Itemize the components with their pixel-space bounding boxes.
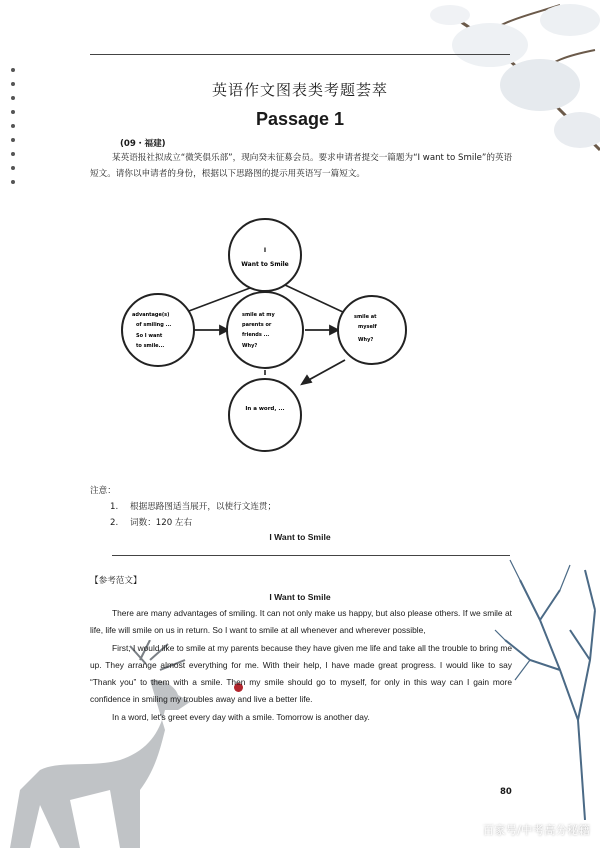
answer-line — [112, 555, 510, 556]
node-middle-item: parents or — [242, 322, 272, 328]
note-number: 2. — [110, 518, 119, 528]
arrow-right-to-bottom — [305, 360, 345, 382]
note-item — [110, 500, 276, 512]
notes-label: 注意： — [90, 486, 116, 496]
note-text: 根据思路图适当展开，以使行文连贯； — [130, 502, 277, 512]
node-middle-item: friends ... — [242, 332, 270, 338]
essay-paragraph: First, I would like to smile at my parents because they have given me life and take all the trouble to bring me up. They arrange almost everything for me. With their help, I have made great progress. I would like to say “Thank you” to them with a smile. Then my smile should go to myself, for only in this way can I gain more confidence in smiling my troubles away and live a better life. — [90, 642, 512, 705]
node-middle-item: Why? — [242, 343, 258, 349]
top-divider — [90, 54, 510, 55]
node-left-item: So I want — [136, 333, 163, 339]
node-bottom-text: In a word, ... — [245, 406, 285, 412]
note-item — [110, 516, 192, 528]
reference-title: I Want to Smile — [269, 592, 331, 602]
reference-label: 【参考范文】 — [90, 576, 142, 586]
node-left-item: to smile... — [136, 343, 165, 349]
task-title: I Want to Smile — [269, 532, 331, 542]
node-top-line2: Want to Smile — [241, 261, 289, 268]
node-right-item: smile at — [354, 314, 377, 320]
note-number: 1. — [110, 502, 119, 512]
node-bottom — [229, 379, 301, 451]
prompt-source: (09・福建) — [120, 139, 166, 149]
essay-paragraph: There are many advantages of smiling. It can not only make us happy, but also please others. If we smile at life, life will smile on us in return. So I want to smile at all whenever and wherever possible, — [90, 608, 512, 636]
node-top — [229, 219, 301, 291]
essay-paragraph: In a word, let's greet every day with a smile. Tomorrow is another day. — [112, 711, 370, 722]
node-middle — [227, 292, 303, 368]
page-number: 80 — [500, 787, 512, 797]
node-left — [122, 294, 194, 366]
node-right-item: myself — [358, 324, 377, 330]
node-middle-item: smile at my — [242, 312, 275, 318]
node-right-item: Why? — [358, 337, 374, 343]
page-title-cn: 英语作文图表类考题荟萃 — [211, 81, 388, 99]
node-right — [338, 296, 406, 364]
note-text: 词数：120 左右 — [130, 518, 193, 528]
node-left-item: advantage(s) — [132, 312, 170, 318]
prompt-text: 某英语报社拟成立“微笑俱乐部”，现向癸未征募会员。要求申请者提交一篇题为“I want to Smile”的英语短文。请你以申请者的身份，根据以下思路图的提示用英语写一篇短文。 — [90, 153, 513, 179]
mind-map-diagram — [110, 210, 420, 460]
reference-essay — [90, 605, 512, 726]
node-left-item: of smiling ... — [136, 322, 172, 328]
watermark: 百家号/中考高分秘籍 — [482, 823, 590, 837]
node-top-line1: I — [263, 247, 267, 254]
page-title-en: Passage 1 — [255, 109, 345, 129]
